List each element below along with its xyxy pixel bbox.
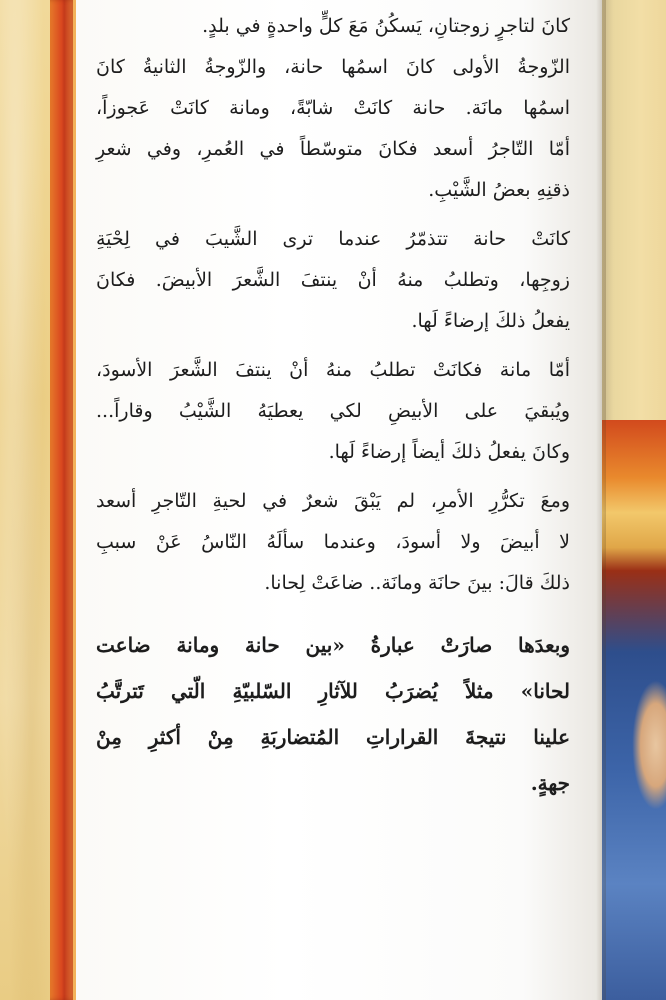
spine-shadow [596,0,606,1000]
text-line: الزّوجةُ الأولى كانَ اسمُها حانة، والزّوجةُ الثانيةُ كانَ [96,56,570,78]
text-line: جهةٍ. [530,771,570,795]
text-line: يفعلُ ذلكَ إرضاءً لَها. [411,310,570,332]
paragraph-2 [96,219,570,342]
paragraph-4 [96,481,570,604]
text-line: اسمُها مانَة. حانة كانَتْ شابّةً، ومانة كانَتْ عَجوزاً، [96,97,570,119]
story-text [96,6,570,806]
left-decorative-border [0,0,50,1000]
paragraph-1 [96,6,570,211]
illustration-figure [632,680,666,810]
left-orange-frame [50,0,76,1000]
text-line: علينا نتيجةَ القراراتِ المُتضاربَةِ مِنْ أكثرِ مِنْ [96,725,570,749]
text-line: وبعدَها صارَتْ عبارةُ «بين حانة ومانة ضاعت [96,633,570,657]
text-line: ومعَ تكرُّرِ الأمرِ، لم يَبْقَ شعرٌ في لحيةِ التّاجرِ أسعد [96,490,570,512]
text-line: ويُبقيَ على الأبيضِ لكي يعطيَهُ الشَّيْبُ وقاراً... [96,400,570,422]
text-line: أمّا التّاجرُ أسعد فكانَ متوسّطاً في العُمرِ، وفي شعرِ [96,138,570,160]
text-line: زوجِها، وتطلبُ منهُ أنْ ينتفَ الشَّعرَ الأبيضَ. فكانَ [96,269,570,291]
text-line: لا أبيضَ ولا أسودَ، وعندما سألَهُ النّاسُ عَنْ سببِ [96,531,570,553]
text-line: أمّا مانة فكانَتْ تطلبُ منهُ أنْ ينتفَ الشَّعرَ الأسودَ، [96,359,570,381]
text-line: ذقنِهِ بعضُ الشَّيْبِ. [428,179,570,201]
conclusion-paragraph [96,622,570,806]
text-line: لحانا» مثلاً يُضرَبُ للآثارِ السّلبيّةِ الّتي تَترتَّبُ [96,679,570,703]
text-line: ذلكَ قالَ: بينَ حانَة ومانَة.. ضاعَتْ لِحانا. [264,572,570,594]
text-line: كانَتْ حانة تتذمّرُ عندما ترى الشَّيبَ في لِحْيَةِ [96,228,570,250]
text-line: وكانَ يفعلُ ذلكَ أيضاً إرضاءً لَها. [328,441,570,463]
paragraph-3 [96,350,570,473]
text-line: كانَ لتاجرٍ زوجتانِ، يَسكُنُ مَعَ كلٍّ واحدةٍ في بلدٍ. [202,15,570,37]
